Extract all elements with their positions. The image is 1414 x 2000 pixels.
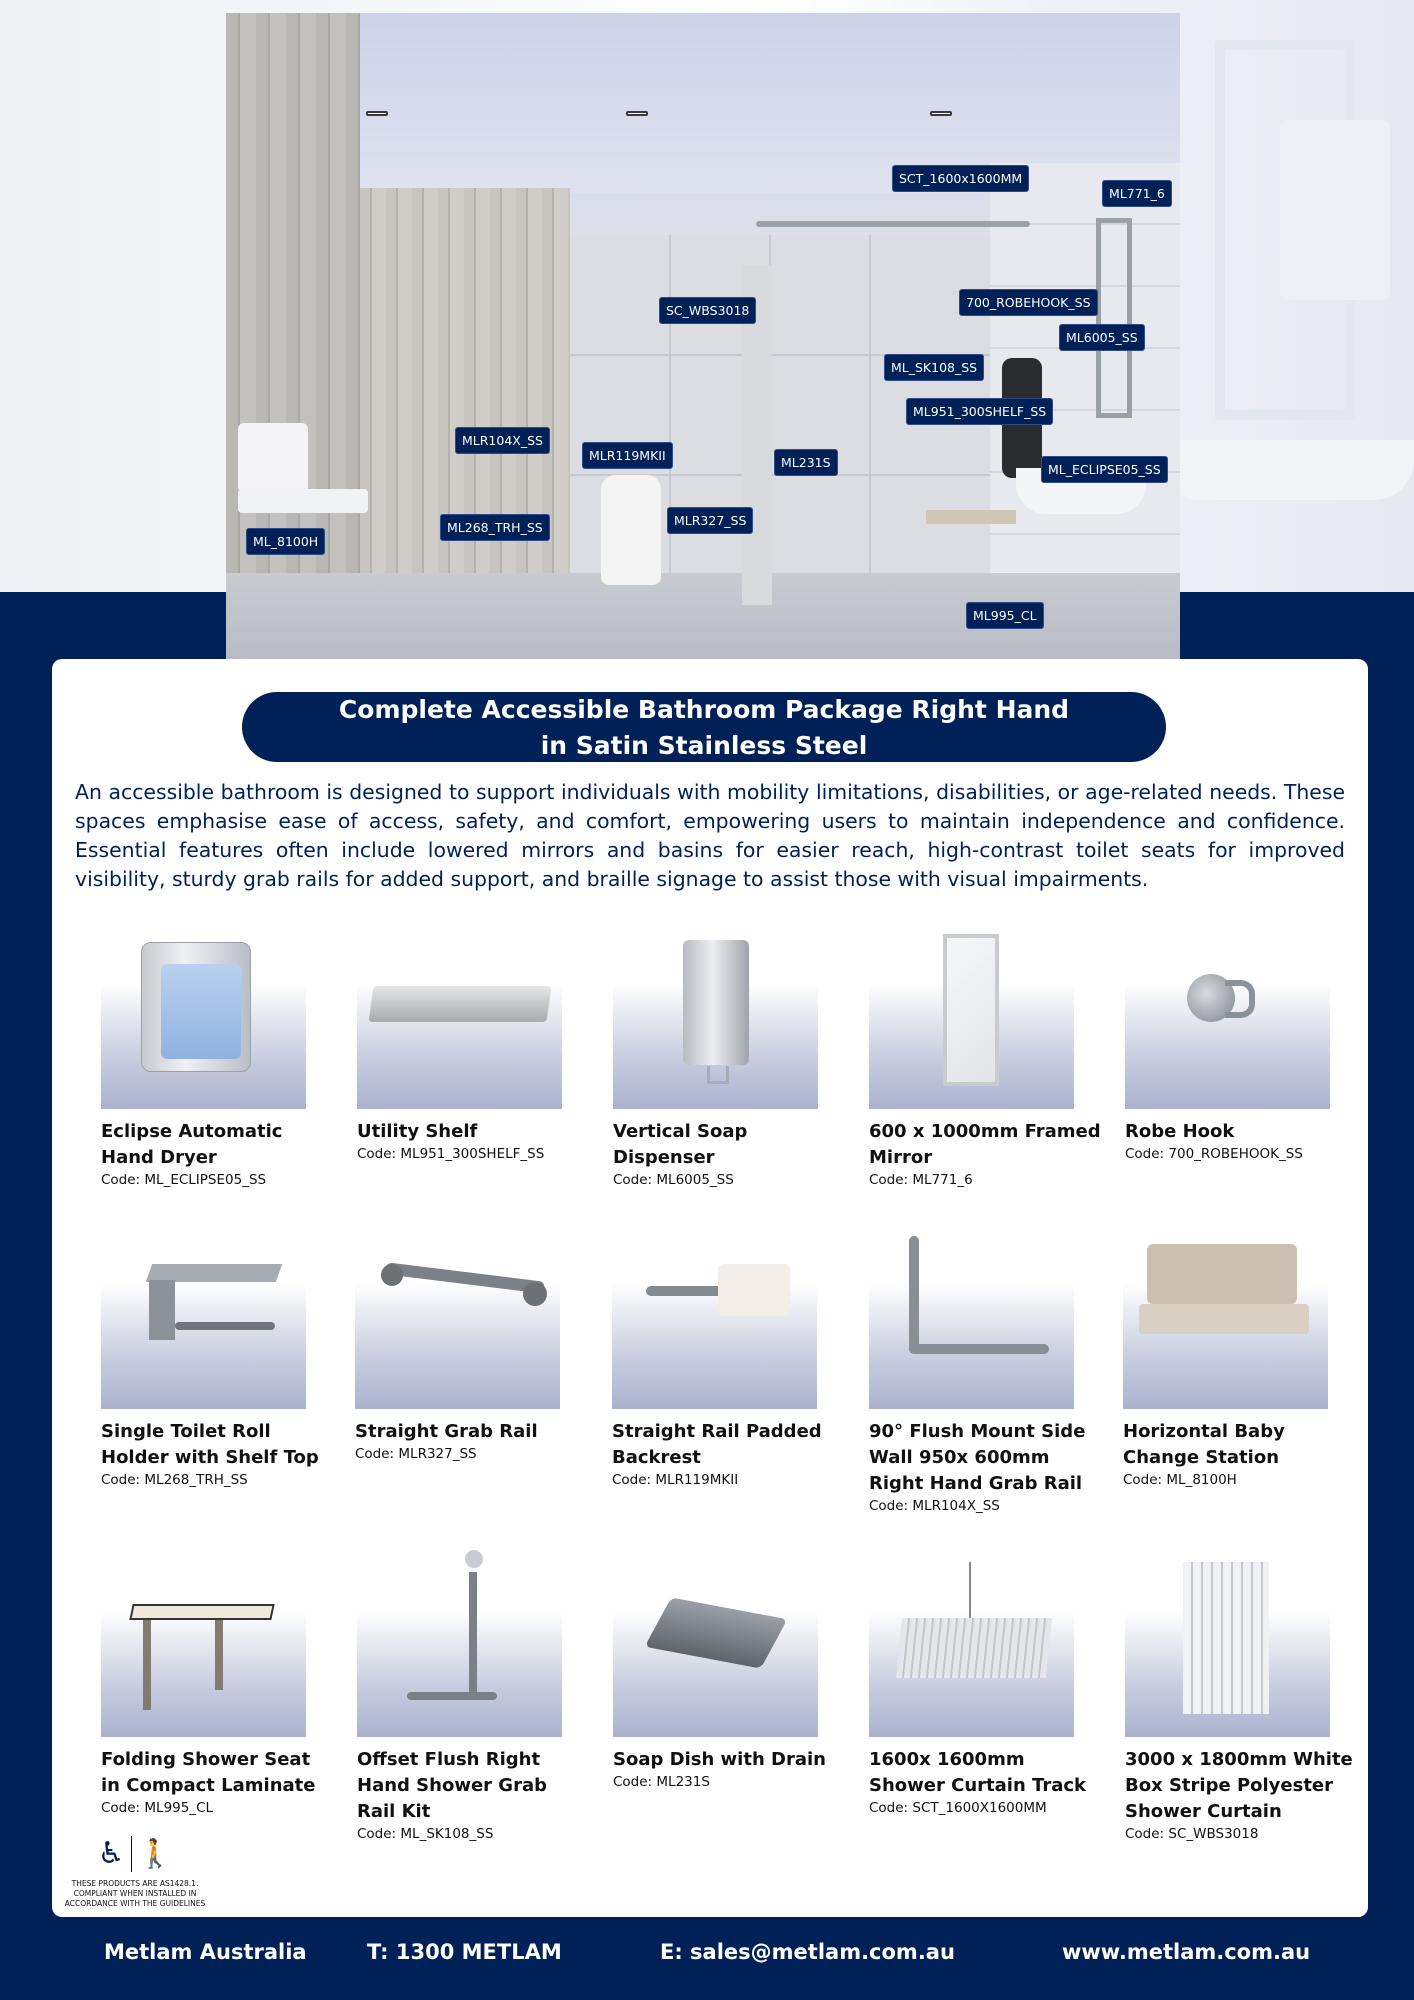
- scene-basin: [238, 489, 368, 513]
- scene-baby-change: [238, 423, 308, 493]
- hero-tag: MLR119MKII: [582, 442, 673, 469]
- hero-tag: ML771_6: [1102, 180, 1172, 207]
- hero-tag: MLR104X_SS: [455, 427, 550, 454]
- page-title: Complete Accessible Bathroom Package Right Hand in Satin Stainless Steel: [242, 692, 1166, 762]
- soap-dispenser-icon: [613, 934, 818, 1109]
- scene-mirror: [1096, 218, 1132, 418]
- ceiling-light: [626, 111, 648, 116]
- footer-phone[interactable]: T: 1300 METLAM: [367, 1940, 562, 1964]
- hero-bathroom-image: [226, 13, 1180, 729]
- hero-tag: ML231S: [774, 449, 838, 476]
- product-card: Straight Rail Padded Backrest Code: MLR119MKII: [612, 1234, 844, 1489]
- soap-dish-icon: [613, 1562, 818, 1737]
- footer-email[interactable]: E: sales@metlam.com.au: [660, 1940, 955, 1964]
- padded-backrest-icon: [612, 1234, 817, 1409]
- hero-tag: ML_SK108_SS: [884, 354, 984, 381]
- product-card: Soap Dish with Drain Code: ML231S: [613, 1562, 845, 1791]
- product-card: 600 x 1000mm Framed Mirror Code: ML771_6: [869, 934, 1101, 1189]
- product-card: 90° Flush Mount Side Wall 950x 600mm Right Hand Grab Rail Code: MLR104X_SS: [869, 1234, 1101, 1515]
- hero-tag: MLR327_SS: [667, 507, 753, 534]
- product-card: Horizontal Baby Change Station Code: ML_8100H: [1123, 1234, 1355, 1489]
- baby-change-icon: [1123, 1234, 1328, 1409]
- product-card: Eclipse Automatic Hand Dryer Code: ML_ECLIPSE05_SS: [101, 934, 333, 1189]
- footer-company: Metlam Australia: [104, 1940, 307, 1964]
- product-card: Robe Hook Code: 700_ROBEHOOK_SS: [1125, 934, 1357, 1163]
- shower-seat-icon: [101, 1562, 306, 1737]
- hero-tag: ML_ECLIPSE05_SS: [1041, 456, 1168, 483]
- product-card: 3000 x 1800mm White Box Stripe Polyester Shower Curtain Code: SC_WBS3018: [1125, 1562, 1357, 1843]
- ambulant-person-icon: 🚶: [137, 1838, 173, 1869]
- curtain-track-icon: [869, 1562, 1074, 1737]
- toilet-roll-holder-icon: [101, 1234, 306, 1409]
- wheelchair-icon: ♿: [97, 1837, 125, 1870]
- hand-dryer-icon: [101, 934, 306, 1109]
- content-card: [52, 659, 1368, 1917]
- shelf-icon: [357, 934, 562, 1109]
- product-card: Straight Grab Rail Code: MLR327_SS: [355, 1234, 587, 1463]
- product-card: Single Toilet Roll Holder with Shelf Top Code: ML268_TRH_SS: [101, 1234, 333, 1489]
- hero-tag: ML_8100H: [246, 528, 325, 555]
- grab-rail-icon: [355, 1234, 560, 1409]
- hero-tag: ML951_300SHELF_SS: [906, 398, 1053, 425]
- intro-paragraph: An accessible bathroom is designed to support individuals with mobility limitations, disabilities, or age-related needs. These spaces emphasise ease of access, safety, and comfort, empowering users to maintain independence and confidence. Essential features often include lowered mirrors and basins for easier reach, high-contrast toilet seats for improved visibility, sturdy grab rails for added support, and braille signage to assist those with visual impairments.: [75, 780, 1345, 891]
- product-card: Folding Shower Seat in Compact Laminate Code: ML995_CL: [101, 1562, 333, 1817]
- footer: [0, 1930, 1414, 1978]
- robe-hook-icon: [1125, 934, 1330, 1109]
- hero-tag: ML268_TRH_SS: [440, 514, 550, 541]
- mirror-icon: [869, 934, 1074, 1109]
- shower-curtain-icon: [1125, 1562, 1330, 1737]
- hero-tag: ML995_CL: [966, 602, 1044, 629]
- l-grab-rail-icon: [869, 1234, 1074, 1409]
- product-card: Utility Shelf Code: ML951_300SHELF_SS: [357, 934, 589, 1163]
- product-card: 1600x 1600mm Shower Curtain Track Code: SCT_1600X1600MM: [869, 1562, 1101, 1817]
- background-dryer: [1280, 120, 1390, 300]
- compliance-badge: ♿ 🚶 THESE PRODUCTS ARE AS1428.1. COMPLIANT WHEN INSTALLED IN ACCORDANCE WITH THE GUIDELINES: [64, 1837, 206, 1908]
- scene-toilet: [601, 475, 661, 585]
- hero-tag: SCT_1600x1600MM: [892, 165, 1029, 192]
- product-card: Vertical Soap Dispenser Code: ML6005_SS: [613, 934, 845, 1189]
- ceiling-light: [930, 111, 952, 116]
- ceiling-light: [366, 111, 388, 116]
- footer-website[interactable]: www.metlam.com.au: [1062, 1940, 1311, 1964]
- background-basin: [1160, 440, 1414, 500]
- scene-shower-seat: [926, 510, 1016, 524]
- hero-tag: ML6005_SS: [1059, 324, 1145, 351]
- hero-tag: SC_WBS3018: [659, 297, 756, 324]
- shower-rail-kit-icon: [357, 1562, 562, 1737]
- product-card: Offset Flush Right Hand Shower Grab Rail Kit Code: ML_SK108_SS: [357, 1562, 589, 1843]
- hero-tag: 700_ROBEHOOK_SS: [959, 289, 1098, 316]
